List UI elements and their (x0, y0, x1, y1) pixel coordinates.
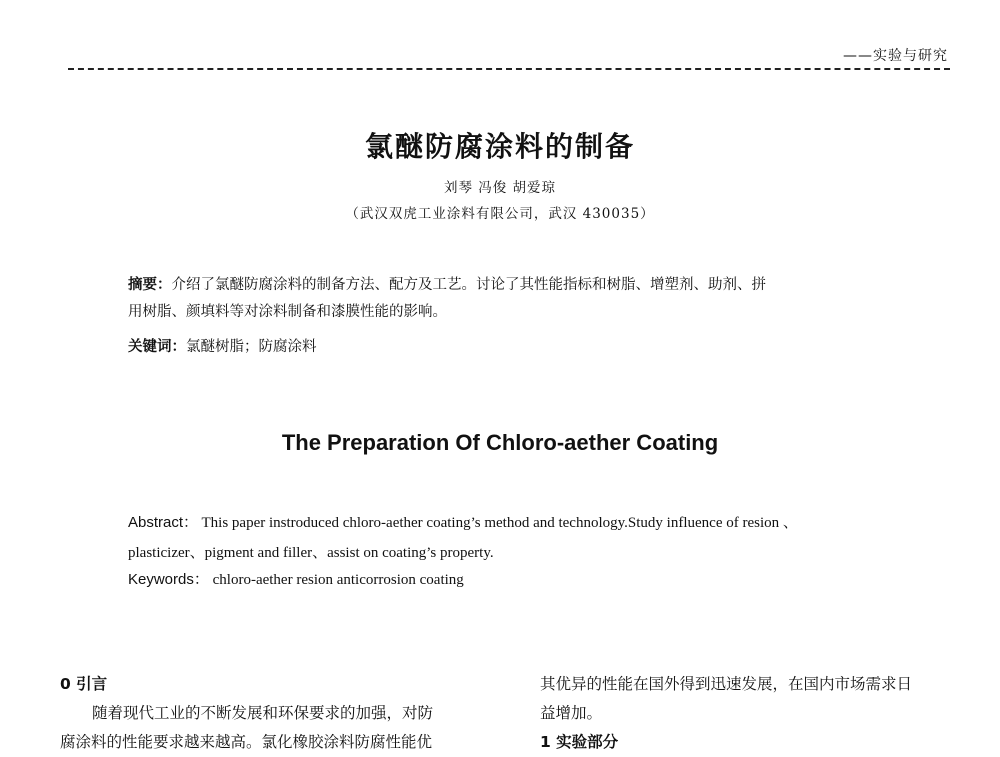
abstract-chinese-label: 摘要： (128, 277, 172, 293)
abstract-english (128, 508, 903, 568)
body-text-line: 腐涂料的性能要求越来越高。氯化橡胶涂料防腐性能优 (60, 733, 433, 751)
title-chinese: 氯醚防腐涂料的制备 (364, 130, 635, 163)
body-text-line: 其优异的性能在国外得到迅速发展，在国内市场需求日 (540, 675, 913, 693)
abstract-english-line-1 (128, 508, 903, 538)
abstract-english-line-2: plasticizer、pigment and filler、assist on coating’s property. (128, 545, 494, 561)
body-right-column (540, 670, 950, 757)
abstract-chinese-line-1 (128, 272, 908, 299)
abstract-english-text-1: This paper instroduced chloro-aether coating’s method and technology.Study influence of resion 、 (201, 515, 798, 531)
body-text-line: 随着现代工业的不断发展和环保要求的加强，对防 (92, 704, 434, 722)
keywords-chinese (128, 335, 317, 356)
abstract-chinese-text-1: 介绍了氯醚防腐涂料的制备方法、配方及工艺。讨论了其性能指标和树脂、增塑剂、助剂、拼 (171, 277, 766, 293)
affiliation: （武汉双虎工业涂料有限公司，武汉 430035） (345, 206, 655, 222)
body-left-column (60, 670, 490, 757)
running-head: ——实验与研究 (843, 48, 948, 64)
keywords-english-text: chloro-aether resion anticorrosion coating (212, 572, 464, 588)
authors: 刘琴 冯俊 胡爱琼 (443, 180, 557, 196)
title-english: The Preparation Of Chloro-aether Coating (281, 430, 719, 455)
header-rule (68, 68, 950, 70)
section-heading-experimental: 1 实验部分 (540, 733, 619, 751)
section-heading-introduction: 0 引言 (60, 675, 108, 693)
abstract-english-label: Abstract： (128, 514, 199, 531)
keywords-chinese-text: 氯醚树脂；防腐涂料 (186, 339, 317, 355)
keywords-chinese-label: 关键词： (128, 339, 186, 355)
abstract-chinese (128, 272, 908, 326)
keywords-english (128, 568, 464, 589)
keywords-english-label: Keywords： (128, 571, 209, 588)
abstract-chinese-line-2: 用树脂、颜填料等对涂料制备和漆膜性能的影响。 (128, 304, 447, 320)
body-text-line: 益增加。 (540, 704, 603, 722)
